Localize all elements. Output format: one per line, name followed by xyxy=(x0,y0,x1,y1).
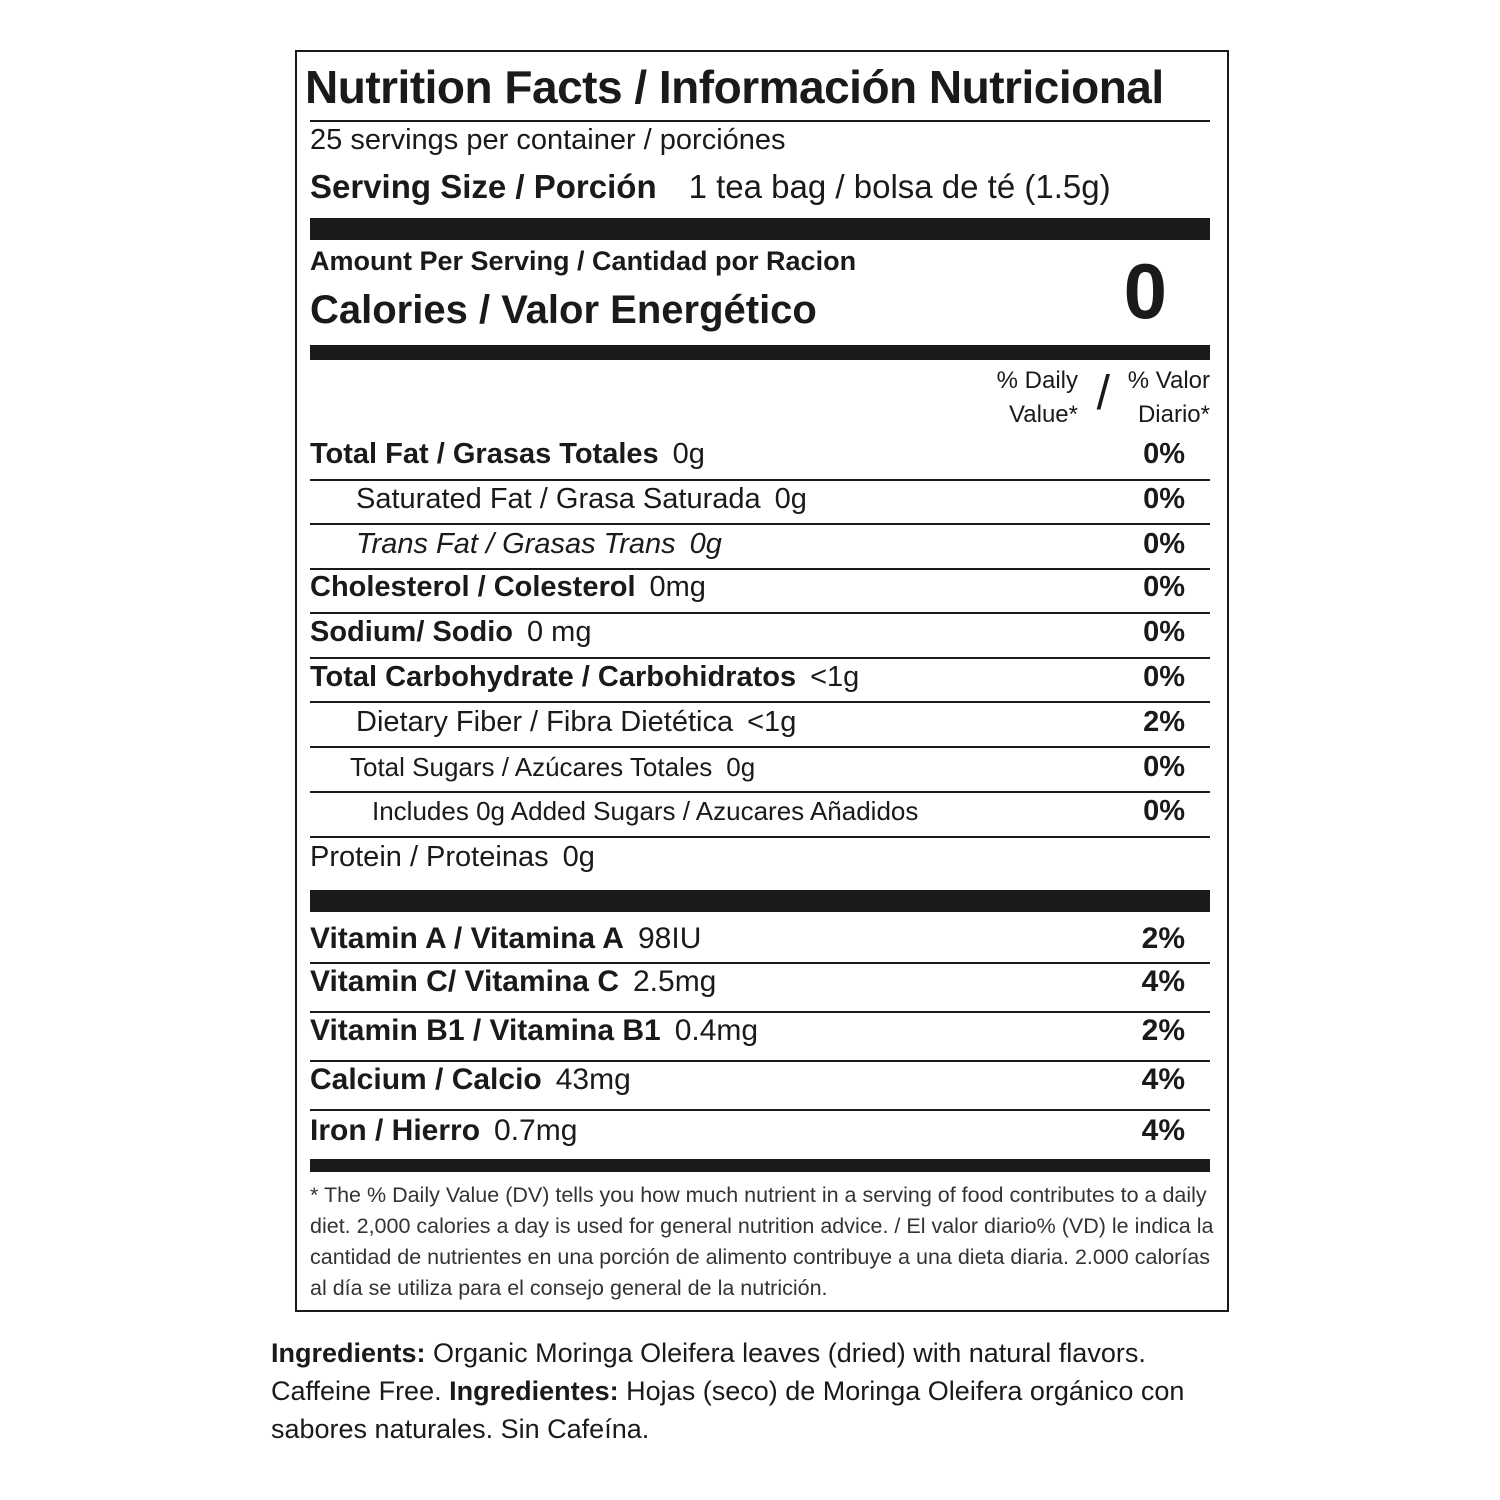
vitamin-row-a: Vitamin A / Vitamina A 98IU 2% xyxy=(310,922,1185,955)
ingredients-label-en: Ingredients: xyxy=(271,1338,426,1368)
dv-header-slash: / xyxy=(1096,367,1110,420)
nutrient-row-added-sugars: Includes 0g Added Sugars / Azucares Añadidos 0% xyxy=(372,795,1185,827)
ingredients-text-es: Hojas (seco) de Moringa Oleifera orgánico con sabores naturales. Sin Cafeína. xyxy=(271,1376,1185,1444)
divider xyxy=(310,701,1210,703)
nutrient-row-total-sugars: Total Sugars / Azúcares Totales 0g 0% xyxy=(350,751,1185,783)
ingredients-text-en: Organic Moringa Oleifera leaves (dried) with natural flavors. Caffeine Free. xyxy=(271,1338,1146,1406)
vitamin-row-calcium: Calcium / Calcio 43mg 4% xyxy=(310,1063,1185,1096)
divider xyxy=(310,479,1210,481)
medium-divider xyxy=(310,345,1210,360)
nutrient-row-dietary-fiber: Dietary Fiber / Fibra Dietética <1g 2% xyxy=(356,706,1185,738)
divider xyxy=(310,836,1210,838)
divider xyxy=(310,612,1210,614)
dv-header-es: % Valor Diario* xyxy=(1127,367,1210,428)
serving-size-label: Serving Size / Porción xyxy=(310,168,657,205)
divider xyxy=(310,791,1210,793)
thick-divider xyxy=(310,218,1210,240)
daily-value-header xyxy=(970,364,1210,434)
divider xyxy=(310,523,1210,525)
nutrition-facts-panel xyxy=(295,50,1229,1312)
nutrient-row-cholesterol: Cholesterol / Colesterol 0mg 0% xyxy=(310,571,1185,603)
serving-size-value: 1 tea bag / bolsa de té (1.5g) xyxy=(688,168,1111,205)
nutrient-row-total-fat: Total Fat / Grasas Totales 0g 0% xyxy=(310,438,1185,470)
serving-size xyxy=(310,168,1111,206)
nutrient-row-trans-fat: Trans Fat / Grasas Trans 0g 0% xyxy=(356,528,1185,560)
vitamin-row-c: Vitamin C/ Vitamina C 2.5mg 4% xyxy=(310,965,1185,998)
divider xyxy=(310,568,1210,570)
dv-header-en: % Daily Value* xyxy=(996,367,1078,428)
vitamin-row-b1: Vitamin B1 / Vitamina B1 0.4mg 2% xyxy=(310,1014,1185,1047)
daily-value-footnote: * The % Daily Value (DV) tells you how much nutrient in a serving of food contributes to a daily diet. 2,000 calories a day is used for general nutrition advice. / El valor diario% (VD) le indica la cantidad de nutrientes en una porción de alimento contribuye a una dieta diaria. 2.000 calorías al día se utiliza para el consejo general de la nutrición. xyxy=(310,1183,1214,1300)
thick-divider xyxy=(310,890,1210,912)
nutrition-title: Nutrition Facts / Información Nutricional xyxy=(305,61,1164,113)
ingredients-label-es: Ingredientes: xyxy=(449,1376,619,1406)
servings-per-container: 25 servings per container / porciónes xyxy=(310,124,786,156)
divider xyxy=(310,746,1210,748)
ingredients-statement xyxy=(271,1334,1211,1448)
divider xyxy=(310,120,1210,122)
vitamin-row-iron: Iron / Hierro 0.7mg 4% xyxy=(310,1114,1185,1147)
nutrient-row-saturated-fat: Saturated Fat / Grasa Saturada 0g 0% xyxy=(356,483,1185,515)
nutrient-row-protein: Protein / Proteinas 0g xyxy=(310,841,595,873)
divider xyxy=(310,1109,1210,1111)
nutrient-row-total-carbohydrate: Total Carbohydrate / Carbohidratos <1g 0% xyxy=(310,661,1185,693)
calories-label: Calories / Valor Energético xyxy=(310,288,817,332)
nutrient-row-sodium: Sodium/ Sodio 0 mg 0% xyxy=(310,616,1185,648)
medium-divider xyxy=(310,1159,1210,1172)
amount-per-serving: Amount Per Serving / Cantidad por Racion xyxy=(310,246,857,276)
calories-value: 0 xyxy=(1123,247,1167,335)
divider xyxy=(310,1060,1210,1062)
divider xyxy=(310,1011,1210,1013)
divider xyxy=(310,962,1210,964)
divider xyxy=(310,657,1210,659)
